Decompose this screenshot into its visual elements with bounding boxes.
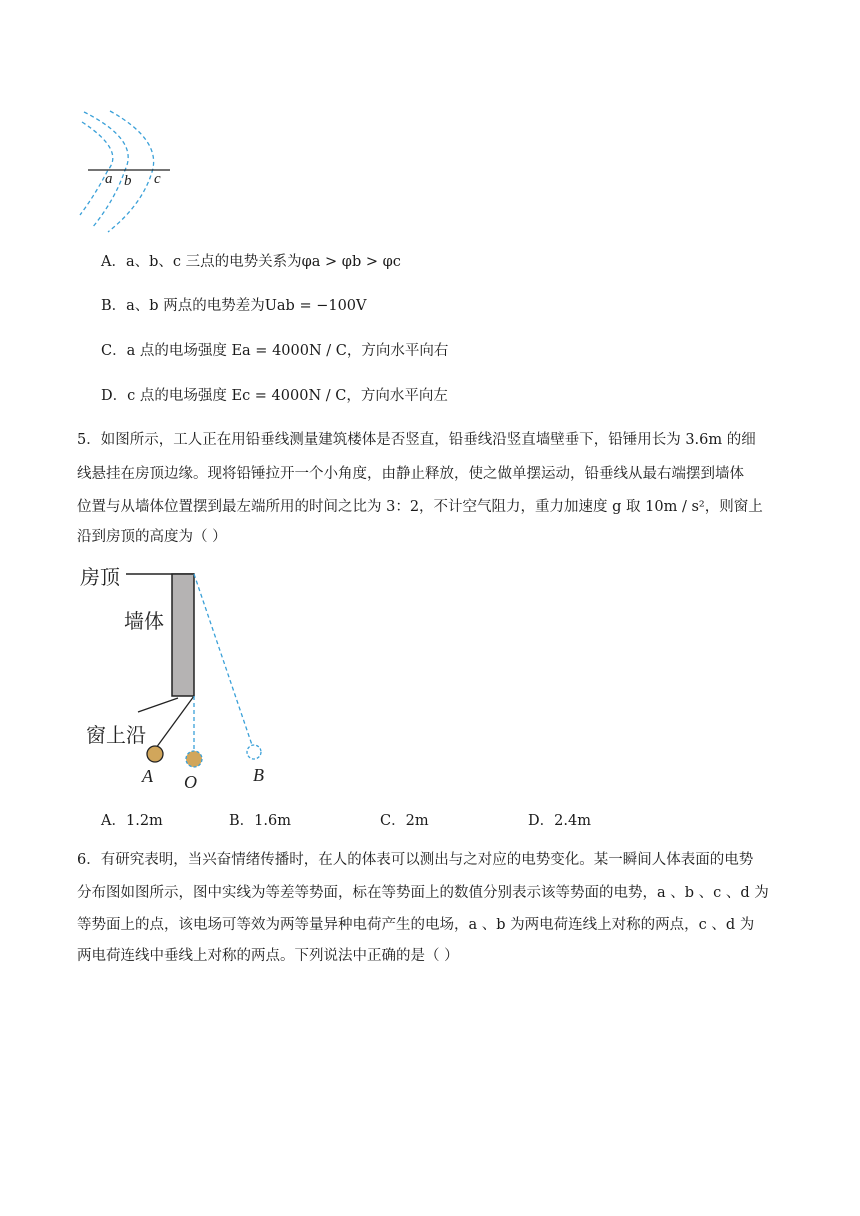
q5-option-a-letter: A． [101,813,126,829]
bob-B [247,745,261,759]
q4-option-d-letter: D． [101,388,128,404]
q4-option-c [101,341,448,361]
wall [172,574,194,696]
bob-A [147,746,163,762]
q4-option-b-text: a、b 两点的电势差为Uab = −100V [126,298,367,314]
q5-line-2: 线悬挂在房顶边缘。现将铅锤拉开一个小角度，由静止释放，使之做单摆运动，铅垂线从最右端摆到墙体 [77,466,744,482]
q6-line-3: 等势面上的点，该电场可等效为两等量异种电荷产生的电场，a 、b 为两电荷连线上对称的两点，c 、d 为 [77,917,755,933]
q6-line-1: 6．有研究表明，当兴奋情绪传播时，在人的体表可以测出与之对应的电势变化。某一瞬间人体表面的电势 [77,852,754,868]
q5-option-c-letter: C． [380,813,406,829]
label-O: O [184,772,197,792]
q5-option-b-letter: B． [229,813,255,829]
q5-line-3: 位置与从墙体位置摆到最左端所用的时间之比为 3：2，不计空气阻力，重力加速度 g 取 10m / s²，则窗上 [77,499,763,515]
q4-option-a [101,252,401,272]
q5-option-b [229,811,291,831]
q6-line-2: 分布图如图所示，图中实线为等差等势面，标在等势面上的数值分别表示该等势面的电势，a 、b 、c 、d 为 [77,885,769,901]
label-A: A [142,766,153,786]
q4-option-a-letter: A． [101,254,126,270]
q5-line-4: 沿到房顶的高度为（ ） [77,529,227,545]
q4-option-a-text: a、b、c 三点的电势关系为φa > φb > φc [125,254,401,270]
q5-option-d-letter: D． [528,813,555,829]
q4-option-d-text: c 点的电场强度 Ec = 4000N / C，方向水平向左 [127,388,448,404]
equipotential-figure [70,110,190,235]
q4-option-c-letter: C． [101,343,127,359]
q5-option-a-value: 1.2m [125,813,163,829]
wall-label: 墙体 [124,609,164,633]
q5-option-d [528,811,591,831]
q5-option-a [101,811,163,831]
q4-option-d [101,386,448,406]
string-to-B [194,574,252,745]
q6-line-4: 两电荷连线中垂线上对称的两点。下列说法中正确的是（ ） [77,948,459,964]
q4-option-c-text: a 点的电场强度 Ea = 4000N / C，方向水平向右 [126,343,449,359]
roof-label: 房顶 [80,565,120,589]
window-sill-line [138,698,178,712]
dashed-arc-a [80,122,113,215]
q4-option-b [101,296,367,316]
q5-option-c [380,811,429,831]
q5-option-c-value: 2m [405,813,429,829]
bob-O [186,751,202,767]
q5-option-d-value: 2.4m [554,813,591,829]
label-B: B [253,765,264,785]
label-c: c [154,171,161,187]
label-a: a [105,171,113,187]
q5-line-1: 5．如图所示，工人正在用铅垂线测量建筑楼体是否竖直，铅垂线沿竖直墙壁垂下，铅锤用长为 3.6m 的细 [77,432,756,448]
window-label: 窗上沿 [86,723,146,747]
q5-option-b-value: 1.6m [254,813,291,829]
pendulum-figure [78,560,288,800]
q4-option-b-letter: B． [101,298,127,314]
dashed-arc-c [108,111,154,232]
label-b: b [124,173,132,189]
